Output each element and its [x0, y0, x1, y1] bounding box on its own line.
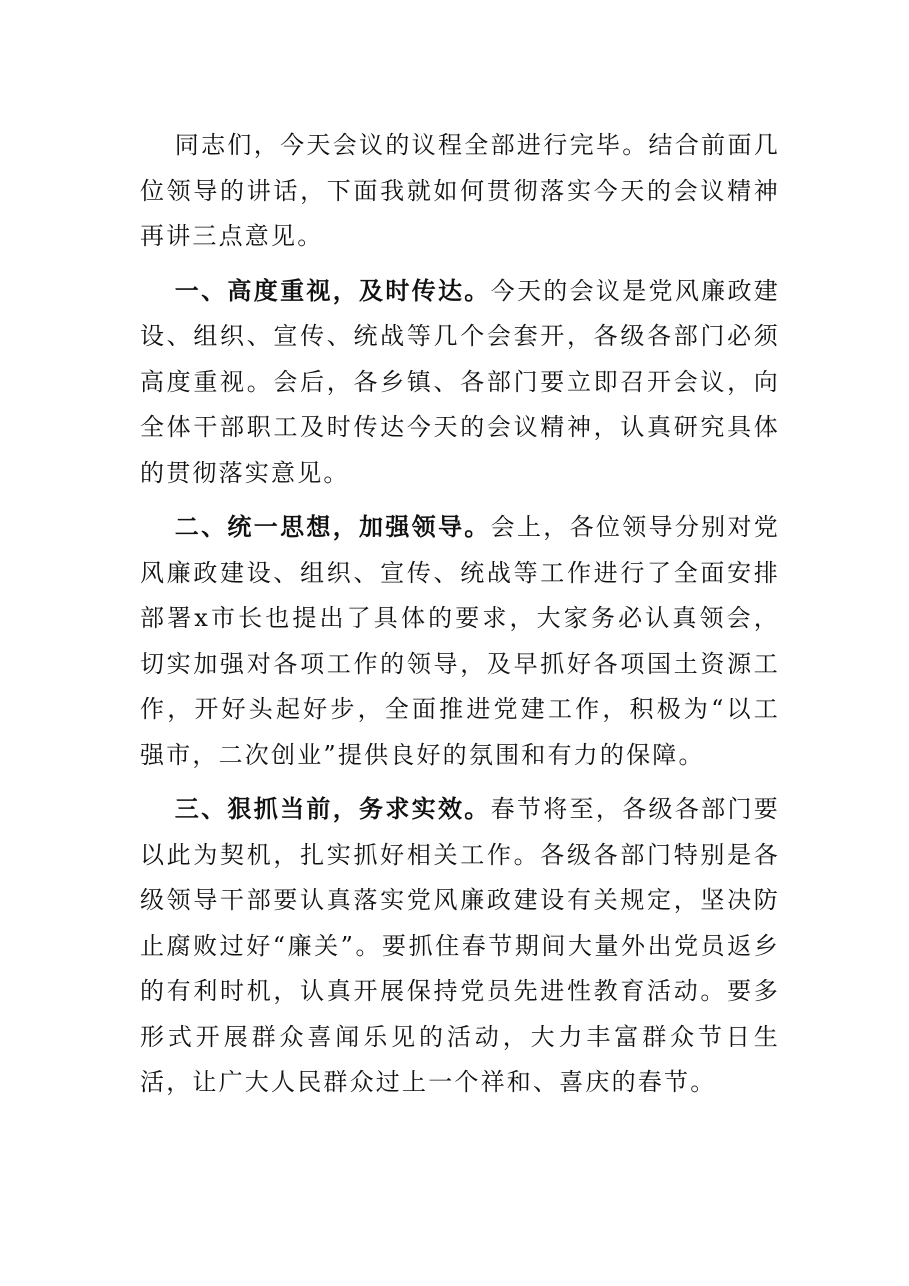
paragraph-point-1 — [140, 268, 780, 497]
paragraph-text: 同志们，今天会议的议程全部进行完毕。结合前面几位领导的讲话，下面我就如何贯彻落实今天的会议精神再讲三点意见。 — [140, 131, 780, 250]
paragraph-heading: 二、统一思想，加强领导。 — [174, 512, 491, 541]
paragraph-heading: 三、狠抓当前，务求实效。 — [174, 794, 491, 823]
paragraph-text: 会上，各位领导分别对党风廉政建设、组织、宣传、统战等工作进行了全面安排部署x市长也提出了具体的要求，大家务必认真领会，切实加强对各项工作的领导，及早抓好各项国土资源工作，开好头起好步，全面推进党建工作，积极为“以工强市，二次创业”提供良好的氛围和有力的保障。 — [140, 513, 781, 769]
paragraph-intro — [140, 122, 780, 260]
document-body — [140, 122, 780, 1114]
paragraph-point-2 — [140, 504, 780, 778]
paragraph-point-3 — [140, 786, 780, 1106]
paragraph-text: 今天的会议是党风廉政建设、组织、宣传、统战等几个会套开，各级各部门必须高度重视。会后，各乡镇、各部门要立即召开会议，向全体干部职工及时传达今天的会议精神，认真研究具体的贯彻落实意见。 — [140, 276, 781, 487]
paragraph-text: 春节将至，各级各部门要以此为契机，扎实抓好相关工作。各级各部门特别是各级领导干部要认真落实党风廉政建设有关规定，坚决防止腐败过好“廉关”。要抓住春节期间大量外出党员返乡的有利时机，认真开展保持党员先进性教育活动。要多形式开展群众喜闻乐见的活动，大力丰富群众节日生活，让广大人民群众过上一个祥和、喜庆的春节。 — [140, 795, 781, 1096]
paragraph-heading: 一、高度重视，及时传达。 — [174, 275, 491, 305]
